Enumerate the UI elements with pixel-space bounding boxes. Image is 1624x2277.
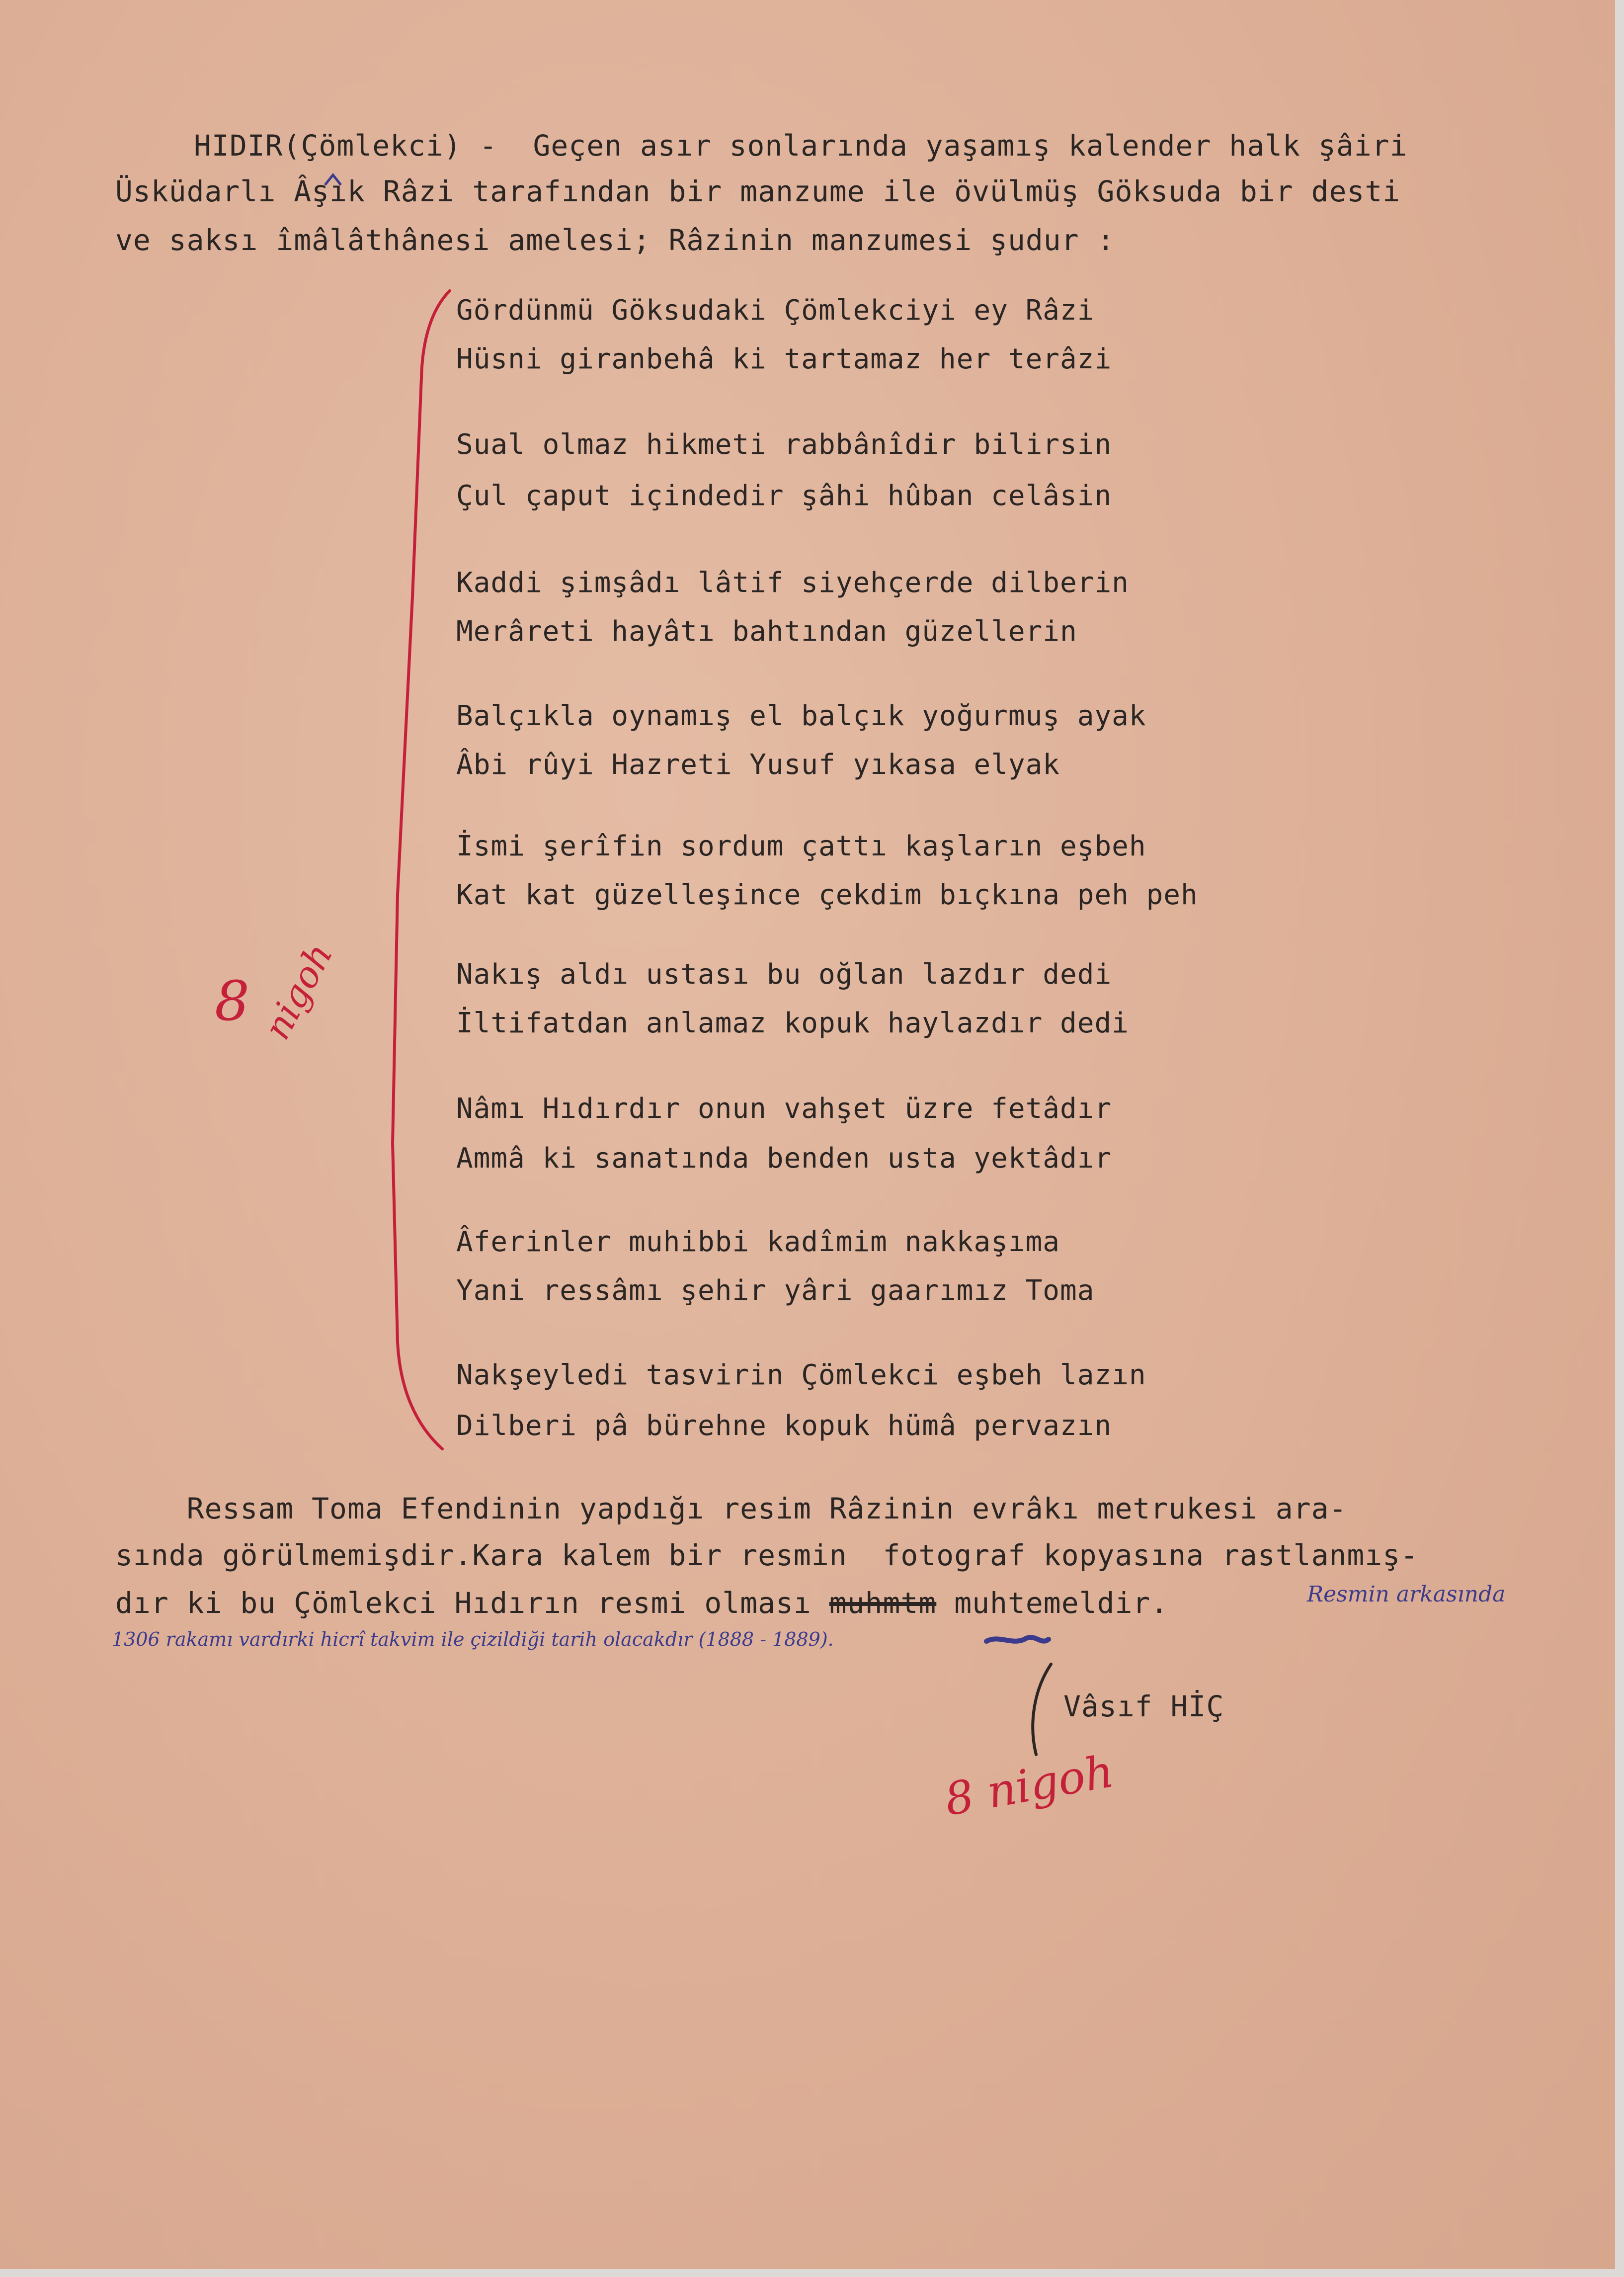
intro-line-1: HIDIR(Çömlekci) - Geçen asır sonlarında yaşamış kalender halk şâiri [194, 129, 1408, 163]
closing-line-1: Ressam Toma Efendinin yapdığı resim Râzinin evrâkı metrukesi ara- [115, 1492, 1347, 1525]
poem-line: İsmi şerîfin sordum çattı kaşların eşbeh [456, 830, 1146, 862]
poem-line: Kaddi şimşâdı lâtif siyehçerde dilberin [456, 567, 1129, 599]
poem-line: İltifatdan anlamaz kopuk haylazdır dedi [456, 1007, 1129, 1039]
poem-line: Balçıkla oynamış el balçık yoğurmuş ayak [456, 700, 1146, 732]
margin-word: nigoh [256, 936, 341, 1046]
poem-line: Ammâ ki sanatında benden usta yektâdır [456, 1142, 1112, 1175]
red-bracket [393, 291, 450, 1449]
margin-number: 8 [215, 969, 249, 1033]
poem-line: Merâreti hayâtı bahtından güzellerin [456, 615, 1077, 648]
closing-line-3-start: dır ki bu Çömlekci Hıdırın resmi olması [115, 1586, 829, 1620]
closing-line-2: sında görülmemişdir.Kara kalem bir resmin fotograf kopyasına rastlanmış- [115, 1538, 1419, 1572]
handwritten-note-a: Resmin arkasında [1307, 1582, 1506, 1607]
poem-line: Nâmı Hıdırdır onun vahşet üzre fetâdır [456, 1093, 1112, 1125]
struck-word: muhmtm [829, 1586, 937, 1620]
poem-line: Nakış aldı ustası bu oğlan lazdır dedi [456, 958, 1112, 991]
poem-line: Nakşeyledi tasvirin Çömlekci eşbeh lazın [456, 1359, 1146, 1391]
poem-line: Çul çaput içindedir şâhi hûban celâsin [456, 480, 1112, 512]
poem-line: Kat kat güzelleşince çekdim bıçkına peh peh [456, 879, 1198, 911]
poem-line: Yani ressâmı şehir yâri gaarımız Toma [456, 1274, 1095, 1307]
intro-line-2: Üsküdarlı Âşık Râzi tarafından bir manzume ile övülmüş Göksuda bir desti [115, 174, 1401, 208]
signature-bracket [1033, 1664, 1051, 1755]
blue-scribble [986, 1637, 1049, 1641]
poem-line: Dilberi pâ bürehne kopuk hümâ pervazın [456, 1410, 1112, 1442]
poem-line: Âferinler muhibbi kadîmim nakkaşıma [456, 1226, 1060, 1258]
poem-line: Âbi rûyi Hazreti Yusuf yıkasa elyak [456, 749, 1060, 781]
handwritten-note-b: 1306 rakamı vardırki hicrî takvim ile çizildiği tarih olacakdır (1888 - 1889). [112, 1628, 834, 1650]
bottom-note: 8 nigoh [941, 1745, 1118, 1826]
caret-mark [325, 175, 341, 185]
poem-line: Hüsni giranbehâ ki tartamaz her terâzi [456, 343, 1112, 375]
intro-line-3: ve saksı îmâlâthânesi amelesi; Râzinin manzumesi şudur : [115, 223, 1115, 257]
poem-line: Gördünmü Göksudaki Çömlekciyi ey Râzi [456, 294, 1095, 327]
closing-line-3-end: muhtemeldir. [936, 1586, 1169, 1620]
signature: Vâsıf HİÇ [1063, 1689, 1224, 1723]
poem-line: Sual olmaz hikmeti rabbânîdir bilirsin [456, 428, 1112, 461]
